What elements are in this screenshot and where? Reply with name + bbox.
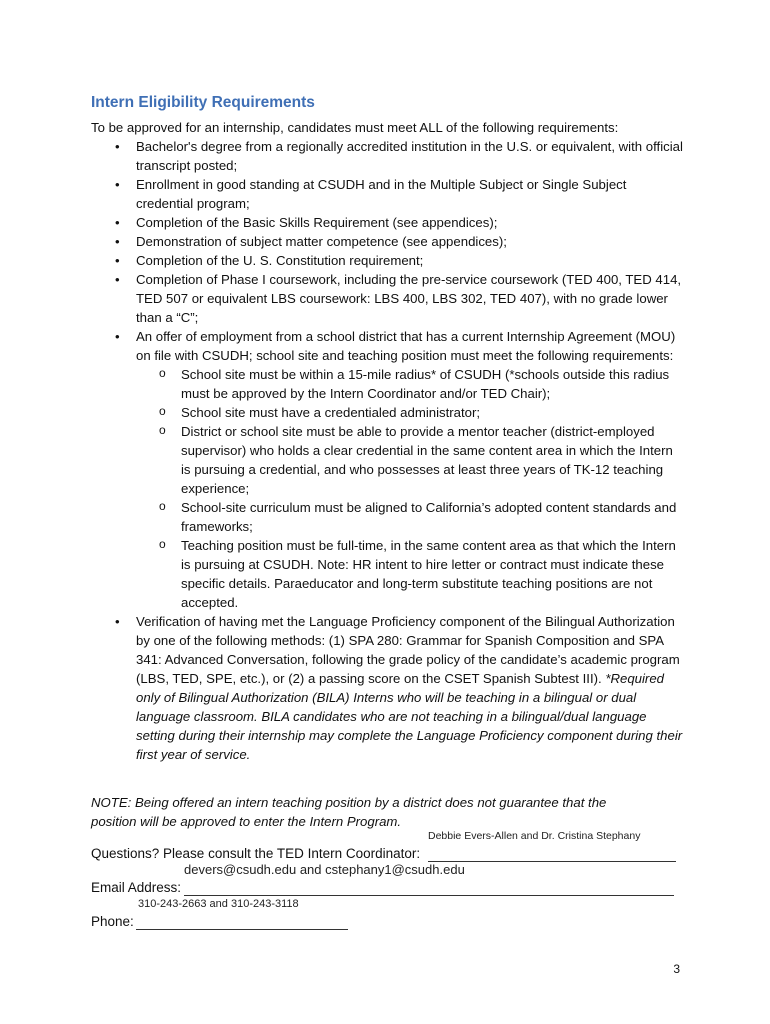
- list-item: • Completion of the U. S. Constitution requirement;: [0, 251, 686, 270]
- phones-value: 310-243-2663 and 310-243-3118: [138, 898, 299, 910]
- list-item-employment: [0, 327, 686, 612]
- list-item: • Demonstration of subject matter competence (see appendices);: [0, 232, 686, 251]
- section-heading: Intern Eligibility Requirements: [91, 94, 315, 111]
- sub-list-item: o School site must be within a 15-mile radius* of CSUDH (*schools outside this radius must be approved by the Intern Coordinator and/or TED Chair);: [136, 365, 686, 403]
- language-text: Verification of having met the Language Proficiency component of the Bilingual Authorization by one of the following methods: (1) SPA 280: Grammar for Spanish Composition and SPA 341: Advanced Conversation, following the grade policy of the candidate’s academic program (LBS, TED, SPE, etc.), or (2) a passing score on the CSET Spanish Subtest III).: [136, 614, 680, 686]
- list-item: • Enrollment in good standing at CSUDH and in the Multiple Subject or Single Subject credential program;: [0, 175, 686, 213]
- list-item-text: An offer of employment from a school district that has a current Internship Agreement (MOU) on file with CSUDH; school site and teaching position must meet the following requirements:: [136, 329, 676, 363]
- coordinator-field-line: [428, 861, 676, 862]
- sub-list-item: o Teaching position must be full-time, in the same content area as that which the Intern is pursuing at CSUDH. Note: HR intent to hire letter or contract must indicate these specific details. Paraeducator and long-term substitute teaching positions are not accepted.: [136, 536, 686, 612]
- language-italic-note: *Required only of Bilingual Authorization (BILA) Interns who will be teaching in a bilingual or dual language classroom. BILA candidates who are not teaching in a bilingual/dual language setting during their internship may complete the Language Proficiency component during their first year of service.: [136, 671, 683, 762]
- page-number: 3: [673, 962, 680, 976]
- phone-label: Phone:: [91, 914, 134, 929]
- email-field-line: [184, 895, 674, 896]
- sub-list-item: o School site must have a credentialed administrator;: [136, 403, 686, 422]
- requirements-list: [0, 137, 686, 764]
- sub-requirements-list: [136, 365, 686, 612]
- sub-list-item: o District or school site must be able to provide a mentor teacher (district-employed supervisor) who holds a clear credential in the same content area in which the Intern is pursuing a credential, and who possesses at least three years of TK-12 teaching experience;: [136, 422, 686, 498]
- list-item: • Completion of the Basic Skills Requirement (see appendices);: [0, 213, 686, 232]
- email-label: Email Address:: [91, 880, 182, 895]
- note-text: NOTE: Being offered an intern teaching position by a district does not guarantee that the position will be approved to enter the Intern Program.: [91, 795, 607, 829]
- coordinator-names: Debbie Evers-Allen and Dr. Cristina Stephany: [428, 830, 641, 842]
- sub-list-item: o School-site curriculum must be aligned to California’s adopted content standards and frameworks;: [136, 498, 686, 536]
- list-item-language: [0, 612, 686, 764]
- emails-value: devers@csudh.edu and cstephany1@csudh.edu: [184, 862, 465, 877]
- list-item: • Bachelor's degree from a regionally accredited institution in the U.S. or equivalent, with official transcript posted;: [0, 137, 686, 175]
- phone-field-line: [136, 929, 348, 930]
- intro-text: To be approved for an internship, candidates must meet ALL of the following requirements:: [91, 120, 619, 135]
- list-item: • Completion of Phase I coursework, including the pre-service coursework (TED 400, TED 414, TED 507 or equivalent LBS coursework: LBS 400, LBS 302, TED 407), with no grade lower than a “C”;: [0, 270, 686, 327]
- questions-label: Questions? Please consult the TED Intern Coordinator:: [91, 846, 421, 861]
